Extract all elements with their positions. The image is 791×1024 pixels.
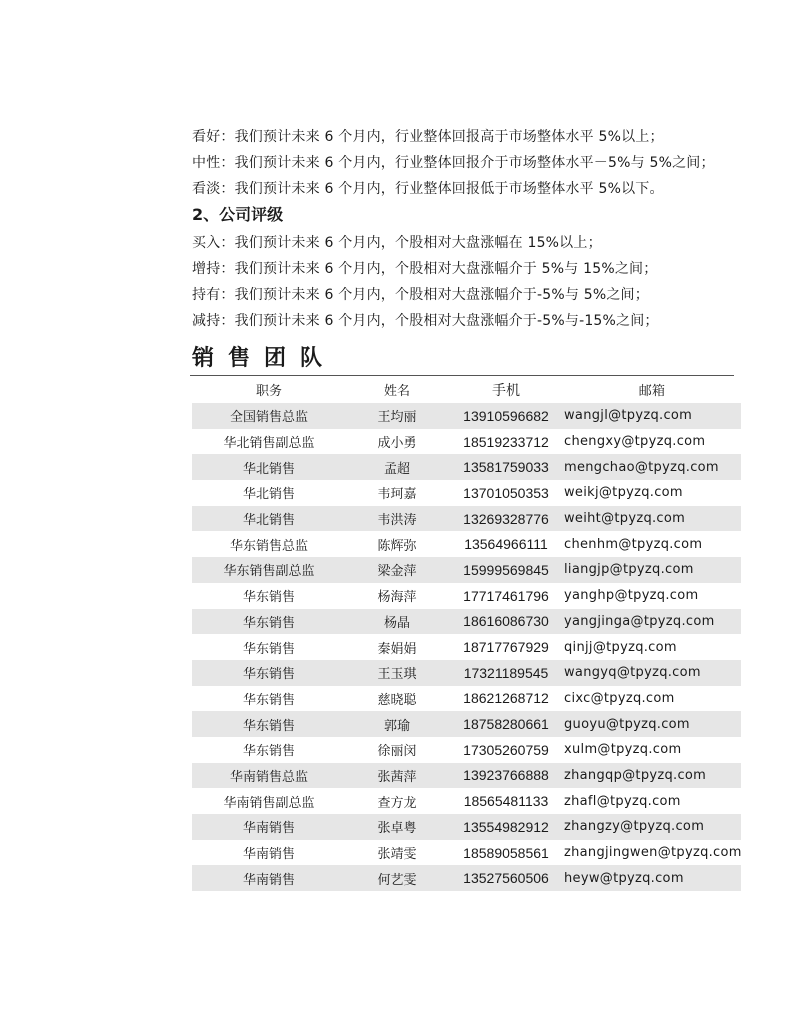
table-row — [192, 634, 741, 660]
sales-team-table — [192, 376, 741, 891]
cell-phone: 18717767929 — [463, 639, 549, 656]
cell-phone: 17321189545 — [448, 660, 564, 686]
table-row — [192, 711, 741, 737]
cell-email[interactable]: mengchao@tpyzq.com — [564, 454, 741, 480]
cell-phone: 13701050353 — [463, 484, 549, 501]
cell-phone: 18519233712 — [463, 433, 549, 450]
industry-rating-neutral: 中性：我们预计未来 6 个月内，行业整体回报介于市场整体水平－5%与 5%之间； — [192, 155, 715, 171]
cell-name: 徐丽闵 — [377, 744, 417, 760]
company-rating-list — [192, 230, 752, 334]
cell-phone: 15999569845 — [448, 557, 564, 583]
company-rating-heading: 2、公司评级 — [192, 205, 284, 224]
cell-name: 张靖雯 — [377, 847, 417, 863]
cell-email[interactable]: weikj@tpyzq.com — [564, 485, 683, 501]
industry-rating-bearish: 看淡：我们预计未来 6 个月内，行业整体回报低于市场整体水平 5%以下。 — [192, 181, 664, 197]
table-row — [192, 840, 741, 866]
cell-name: 孟超 — [346, 454, 448, 480]
table-header-row — [192, 376, 741, 403]
cell-title: 华南销售总监 — [192, 763, 346, 789]
company-rating-reduce: 减持：我们预计未来 6 个月内，个股相对大盘涨幅介于-5%与-15%之间； — [192, 313, 659, 329]
cell-email[interactable]: cixc@tpyzq.com — [564, 690, 675, 706]
table-row — [192, 686, 741, 712]
cell-name: 梁金萍 — [346, 557, 448, 583]
cell-email[interactable]: wangjl@tpyzq.com — [564, 403, 741, 429]
cell-name: 查方龙 — [377, 795, 417, 811]
cell-title: 华南销售 — [192, 865, 346, 891]
cell-name: 张卓粤 — [346, 814, 448, 840]
company-rating-hold: 持有：我们预计未来 6 个月内，个股相对大盘涨幅介于-5%与 5%之间； — [192, 287, 649, 303]
table-row — [192, 865, 741, 891]
cell-title: 华北销售 — [192, 506, 346, 532]
cell-name: 秦娟娟 — [377, 641, 417, 657]
cell-title: 华东销售 — [242, 692, 295, 708]
cell-email[interactable]: weiht@tpyzq.com — [564, 506, 741, 532]
table-row — [192, 737, 741, 763]
cell-title: 华北销售副总监 — [223, 436, 315, 452]
cell-title: 华南销售副总监 — [223, 795, 315, 811]
cell-email[interactable]: heyw@tpyzq.com — [564, 865, 741, 891]
column-header-email: 邮箱 — [638, 384, 666, 399]
cell-email[interactable]: zhangqp@tpyzq.com — [564, 763, 741, 789]
cell-name: 韦洪涛 — [346, 506, 448, 532]
table-row — [192, 429, 741, 455]
cell-name: 成小勇 — [377, 436, 417, 452]
table-row — [192, 763, 741, 789]
cell-name: 杨海萍 — [377, 590, 417, 606]
cell-title: 华东销售 — [242, 641, 295, 657]
cell-title: 华东销售 — [242, 744, 295, 760]
cell-phone: 17717461796 — [463, 587, 549, 604]
cell-email[interactable]: yanghp@tpyzq.com — [564, 588, 699, 604]
table-row — [192, 403, 741, 429]
cell-name: 韦珂嘉 — [377, 487, 417, 503]
cell-phone: 13564966111 — [464, 536, 548, 553]
industry-rating-bullish: 看好：我们预计未来 6 个月内，行业整体回报高于市场整体水平 5%以上； — [192, 129, 664, 145]
cell-phone: 13527560506 — [448, 865, 564, 891]
table-row — [192, 814, 741, 840]
cell-title: 华东销售总监 — [229, 538, 308, 554]
cell-title: 华南销售 — [242, 847, 295, 863]
cell-phone: 17305260759 — [463, 741, 549, 758]
table-row — [192, 557, 741, 583]
table-row — [192, 583, 741, 609]
cell-phone: 18565481133 — [463, 793, 549, 810]
cell-title: 华南销售 — [192, 814, 346, 840]
cell-phone: 18621268712 — [463, 690, 549, 707]
cell-title: 华东销售副总监 — [192, 557, 346, 583]
cell-phone: 13269328776 — [448, 506, 564, 532]
table-row — [192, 660, 741, 686]
industry-rating-list — [192, 124, 752, 202]
cell-title: 华东销售 — [192, 609, 346, 635]
cell-name: 慈晓聪 — [377, 692, 417, 708]
cell-name: 何艺雯 — [346, 865, 448, 891]
cell-email[interactable]: chengxy@tpyzq.com — [564, 434, 706, 450]
table-row — [192, 506, 741, 532]
company-rating-overweight: 增持：我们预计未来 6 个月内，个股相对大盘涨幅介于 5%与 15%之间； — [192, 261, 658, 277]
table-row — [192, 454, 741, 480]
cell-phone: 18616086730 — [448, 609, 564, 635]
cell-email[interactable]: yangjinga@tpyzq.com — [564, 609, 741, 635]
sales-team-title: 销售团队 — [192, 345, 337, 371]
cell-email[interactable]: zhangzy@tpyzq.com — [564, 814, 741, 840]
cell-email[interactable]: guoyu@tpyzq.com — [564, 711, 741, 737]
cell-email[interactable]: xulm@tpyzq.com — [564, 742, 682, 758]
cell-phone: 13581759033 — [448, 454, 564, 480]
cell-title: 华东销售 — [192, 660, 346, 686]
cell-title: 华东销售 — [192, 711, 346, 737]
column-header-title: 职务 — [255, 384, 282, 399]
cell-title: 华北销售 — [242, 487, 295, 503]
column-header-phone: 手机 — [492, 381, 520, 398]
cell-phone: 13923766888 — [448, 763, 564, 789]
company-rating-buy: 买入：我们预计未来 6 个月内，个股相对大盘涨幅在 15%以上； — [192, 235, 602, 251]
column-header-name: 姓名 — [383, 384, 410, 399]
sales-team-rows — [192, 403, 741, 891]
cell-phone: 13910596682 — [448, 403, 564, 429]
cell-email[interactable]: liangjp@tpyzq.com — [564, 557, 741, 583]
cell-phone: 13554982912 — [448, 814, 564, 840]
cell-phone: 18589058561 — [463, 844, 549, 861]
table-row — [192, 480, 741, 506]
cell-email[interactable]: zhafl@tpyzq.com — [564, 793, 681, 809]
cell-title: 华东销售 — [242, 590, 295, 606]
cell-name: 王均丽 — [346, 403, 448, 429]
cell-name: 杨晶 — [346, 609, 448, 635]
cell-email[interactable]: zhangjingwen@tpyzq.com — [564, 845, 742, 861]
cell-name: 王玉琪 — [346, 660, 448, 686]
cell-phone: 18758280661 — [448, 711, 564, 737]
cell-name: 陈辉弥 — [377, 538, 417, 554]
table-row — [192, 788, 741, 814]
cell-email[interactable]: qinjj@tpyzq.com — [564, 639, 677, 655]
cell-email[interactable]: wangyq@tpyzq.com — [564, 660, 741, 686]
table-row — [192, 609, 741, 635]
cell-name: 郭瑜 — [346, 711, 448, 737]
cell-name: 张茜萍 — [346, 763, 448, 789]
cell-email[interactable]: chenhm@tpyzq.com — [564, 536, 703, 552]
cell-title: 全国销售总监 — [192, 403, 346, 429]
cell-title: 华北销售 — [192, 454, 346, 480]
table-row — [192, 531, 741, 557]
